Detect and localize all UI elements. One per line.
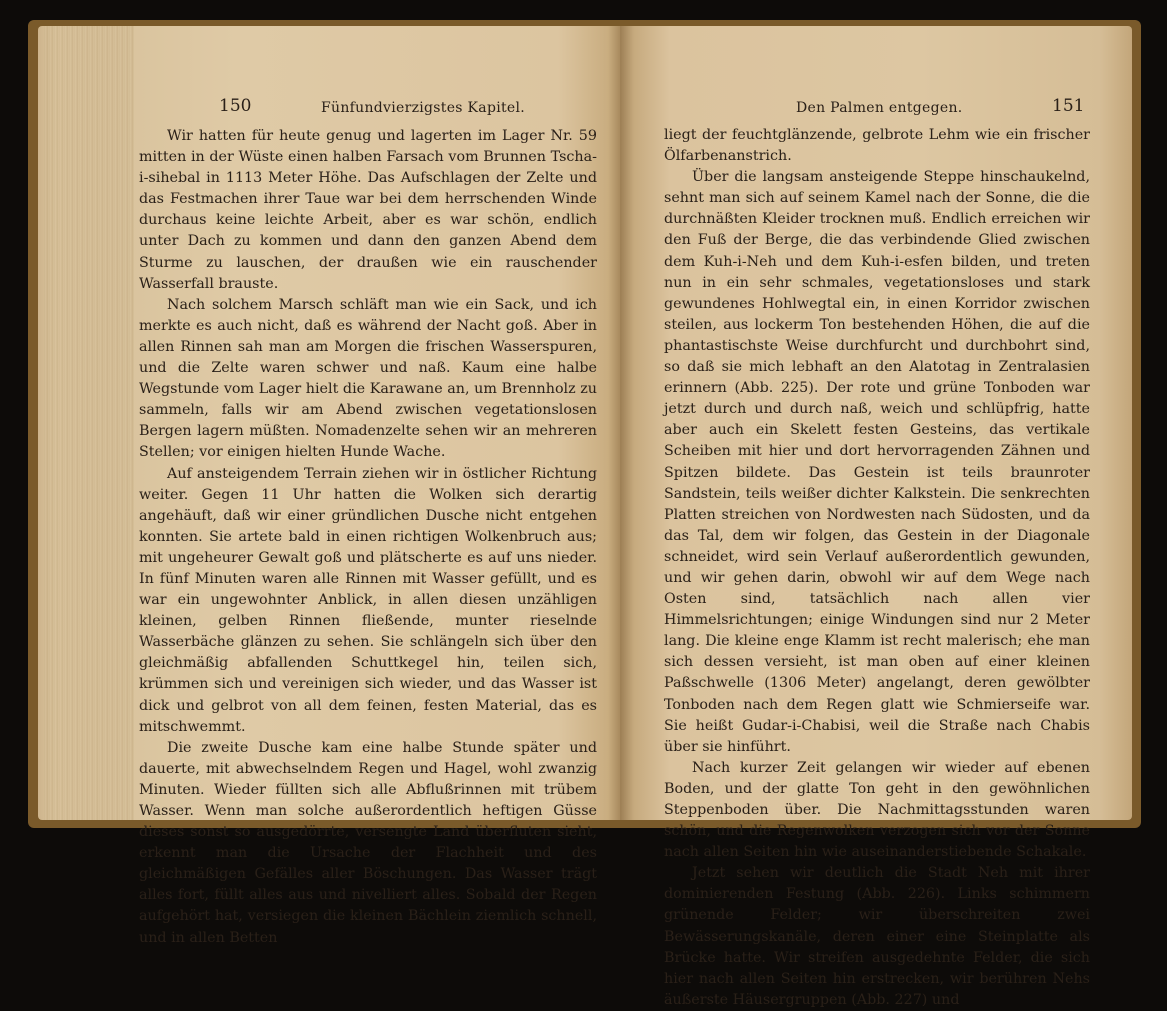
paragraph: Auf ansteigendem Terrain ziehen wir in östlicher Richtung weiter. Gegen 11 Uhr hatten die Wolken sich derartig angehäuft, daß wir einer gründlichen Dusche nicht entgehen konnten. Sie artete bald in einen richtigen Wolkenbruch aus; mit ungeheurer Gewalt goß und plätscherte es auf uns nieder. In fünf Minuten waren alle Rinnen mit Wasser gefüllt, und es war ein ungewohnter Anblick, in allen diesen unzähligen kleinen, gelben Rinnen fließende, munter rieselnde Wasserbäche glänzen zu sehen. Sie schlängeln sich über den gleichmäßig abfallenden Schuttkegel hin, teilen sich, krümmen sich und vereinigen sich wieder, und das Wasser ist dick und gelbrot von all dem feinen, festen Material, das es mitschwemmt. [139, 465, 597, 735]
paragraph: Wir hatten für heute genug und lagerten im Lager Nr. 59 mitten in der Wüste einen halben Farsach vom Brunnen Tscha-i-sihebal in 1113 Meter Höhe. Das Aufschlagen der Zelte und das Festmachen ihrer Taue war bei dem herrschenden Winde durchaus keine leichte Arbeit, aber es war schön, endlich unter Dach zu kommen und dann den ganzen Abend dem Sturme zu lauschen, der draußen wie ein rauschender Wasserfall brauste. [139, 128, 597, 292]
paragraph: Jetzt sehen wir deutlich die Stadt Neh mit ihrer dominierenden Festung (Abb. 226). Links schimmern grünende Felder; wir überschreiten zwei Bewässerungskanäle, deren einer eine Steinplatte als Brücke hatte. Wir streifen ausgedehnte Felder, die sich hier nach allen Seiten hin erstrecken, wir berühren Nehs äußerste Häusergruppen (Abb. 227) und [664, 865, 1090, 1008]
paragraph: Nach solchem Marsch schläft man wie ein Sack, und ich merkte es auch nicht, daß es während der Nacht goß. Aber in allen Rinnen sah man am Morgen die frischen Wasserspuren, und die Zelte waren schwer und naß. Kaum eine halbe Wegstunde vom Lager hielt die Karawane an, um Brennholz zu sammeln, falls wir am Abend zwischen vegetationslosen Bergen lagern müßten. Nomadenzelte sehen wir an mehreren Stellen; vor einigen hielten Hunde Wache. [139, 296, 597, 461]
running-head-right: Den Palmen entgegen. [796, 100, 963, 116]
right-body-text [664, 125, 1090, 1011]
paragraph: Über die langsam ansteigende Steppe hinschaukelnd, sehnt man sich auf seinem Kamel nach der Sonne, die die durchnäßten Kleider trocknen muß. Endlich erreichen wir den Fuß der Berge, die das verbindende Glied zwischen dem Kuh-i-Neh und dem Kuh-i-esfen bilden, und treten nun in ein sehr schmales, vegetationsloses und stark gewundenes Hohlwegtal ein, in einen Korridor zwischen steilen, aus lockerm Ton bestehenden Höhen, die auf die phantastischste Weise durchfurcht und durchbohrt sind, so daß sie mich lebhaft an den Alatotag in Zentralasien erinnern (Abb. 225). Der rote und grüne Tonboden war jetzt durch und durch naß, weich und schlüpfrig, hatte aber auch ein Skelett festen Gesteins, das vertikale Scheiben mit hier und dort hervorragenden Zähnen und Spitzen bildete. Das Gestein ist teils braunroter Sandstein, teils weißer dichter Kalkstein. Die senkrechten Platten streichen von Nordwesten nach Südosten, und da das Tal, dem wir folgen, das Gestein in der Diagonale schneidet, wird sein Verlauf außerordentlich gewunden, und wir gehen darin, obwohl wir auf dem Wege nach Osten sind, tatsächlich nach allen vier Himmelsrichtungen; einige Windungen sind nur 2 Meter lang. Die kleine enge Klamm ist recht malerisch; ehe man sich dessen versieht, ist man oben auf einer kleinen Paßschwelle (1306 Meter) angelangt, deren gewölbter Tonboden nach dem Regen glatt wie Schmierseife war. Sie heißt Gudar-i-Chabisi, weil die Straße nach Chabis über sie hinführt. [664, 169, 1090, 755]
right-page [620, 26, 1132, 1008]
paragraph: liegt der feuchtglänzende, gelbrote Lehm wie ein frischer Ölfarbenanstrich. [664, 127, 1090, 165]
running-head-left: Fünfundvierzigstes Kapitel. [321, 100, 526, 116]
page-number-left: 150 [219, 96, 252, 116]
left-page [38, 26, 620, 946]
paragraph: Nach kurzer Zeit gelangen wir wieder auf ebenen Boden, und der glatte Ton geht in den gewöhnlichen Steppenboden über. Die Nachmittagsstunden waren schön, und die Regenwolken verzogen sich vor der Sonne nach allen Seiten hin wie auseinanderstiebende Schakale. [664, 759, 1090, 861]
page-number-right: 151 [1052, 96, 1085, 116]
left-body-text [139, 126, 597, 949]
paragraph: Die zweite Dusche kam eine halbe Stunde später und dauerte, mit abwechselndem Regen und Hagel, wohl zwanzig Minuten. Wieder füllten sich alle Abflußrinnen mit trübem Wasser. Wenn man solche außerordentlich heftigen Güsse dieses sonst so ausgedörrte, versengte Land überfluten sieht, erkennt man die Ursache der Flachheit und des gleichmäßigen Gefälles aller Böschungen. Das Wasser trägt alles fort, füllt alles aus und nivelliert alles. Sobald der Regen aufgehört hat, versiegen die kleinen Bächlein ziemlich schnell, und in allen Betten [139, 739, 597, 946]
page-edges [44, 26, 134, 820]
book [28, 20, 1141, 1008]
